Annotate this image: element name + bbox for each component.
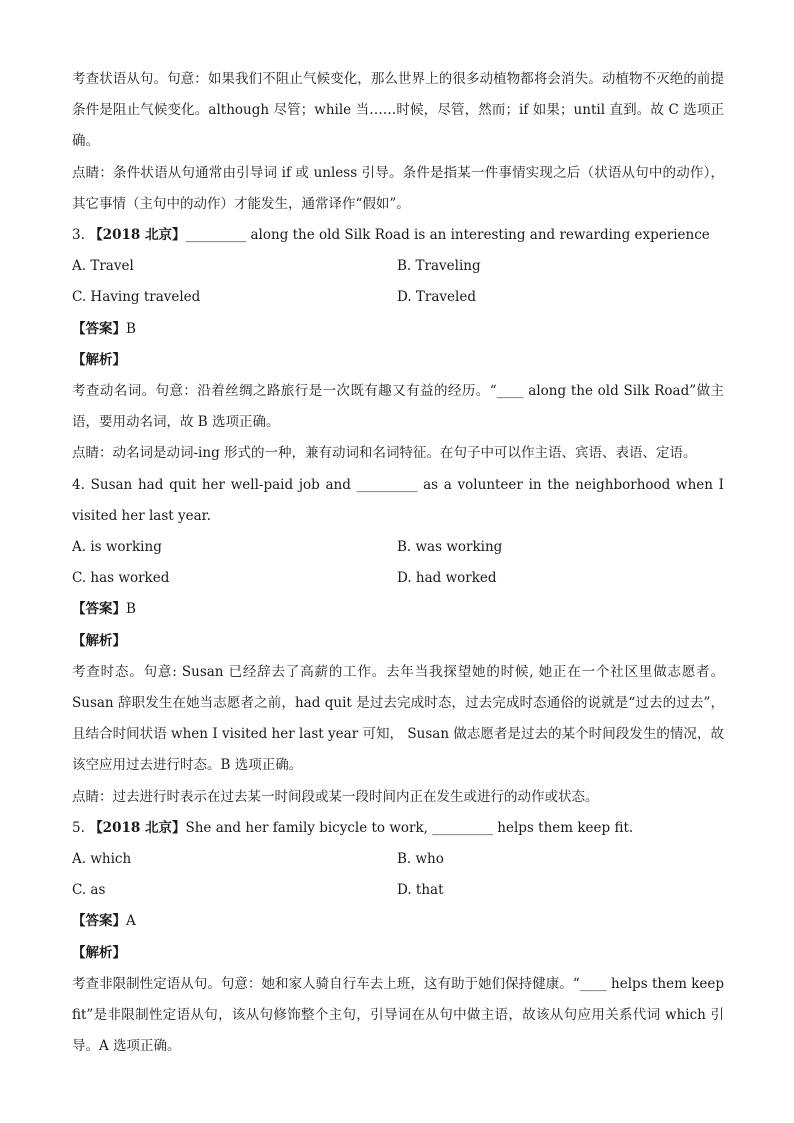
question-stem: [72, 470, 724, 532]
paragraph: 考查时态。句意: Susan 已经辞去了高薪的工作。去年当我探望她的时候, 她正在一个社区里做志愿者。Susan 辞职发生在她当志愿者之前，had quit 是过去完成时态，过去完成时态通俗的说就是“过去的过去”，且结合时间状语 when I visited her last year 可知， Susan 做志愿者是过去的某个时间段发生的情况，故该空应用过去进行时态。B 选项正确。: [72, 663, 724, 774]
question-number: 3.: [72, 227, 85, 244]
question-number: 5.: [72, 819, 85, 836]
answer-value: B: [126, 601, 136, 618]
answer-option: D. Traveled: [397, 289, 476, 306]
option-row: [72, 251, 724, 282]
paragraph: 点睛：条件状语从句通常由引导词 if 或 unless 引导。条件是指某一件事情实现之后（状语从句中的动作），其它事情（主句中的动作）才能发生，通常译作“假如”。: [72, 164, 724, 212]
document-content: [72, 64, 724, 1063]
question-text: Susan had quit her well-paid job and _________ as a volunteer in the neighborhood when I visited her last year.: [72, 476, 725, 524]
option-row: [72, 532, 724, 563]
answer-option: A. Travel: [72, 258, 134, 275]
answer-option: C. as: [72, 882, 106, 899]
answer-option: B. Traveling: [397, 258, 481, 275]
answer-option: D. had worked: [397, 570, 497, 587]
answer-line: [72, 594, 724, 625]
question-source: 【2018 北京】: [89, 819, 186, 836]
answer-option: A. is working: [72, 539, 162, 556]
question-number: 4.: [72, 476, 85, 493]
answer-option: B. was working: [397, 539, 503, 556]
question-source: 【2018 北京】: [89, 227, 186, 244]
option-row: [72, 875, 724, 906]
paragraph: 考查动名词。句意：沿着丝绸之路旅行是一次既有趣又有益的经历。“____ along the old Silk Road”做主语，要用动名词，故 B 选项正确。: [72, 383, 724, 431]
paragraph: 考查非限制性定语从句。句意：她和家人骑自行车去上班，这有助于她们保持健康。“____ helps them keep fit”是非限制性定语从句，该从句修饰整个主句，引导词在从句中做主语，故该从句应用关系代词 which 引导。A 选项正确。: [72, 975, 724, 1055]
section-tag: 【答案】: [72, 320, 126, 337]
answer-option: A. which: [72, 851, 132, 868]
paragraph: 点睛：过去进行时表示在过去某一时间段或某一段时间内正在发生或进行的动作或状态。: [72, 788, 599, 805]
paragraph: 考查状语从句。句意：如果我们不阻止气候变化，那么世界上的很多动植物都将会消失。动植物不灭绝的前提条件是阻止气候变化。although 尽管；while 当……时候，尽管，然而；if 如果；until 直到。故 C 选项正确。: [72, 71, 724, 150]
question-text: _________ along the old Silk Road is an interesting and rewarding experience: [185, 227, 710, 244]
answer-option: C. Having traveled: [72, 289, 201, 306]
option-row: [72, 844, 724, 875]
section-tag: 【解析】: [72, 351, 126, 368]
answer-option: C. has worked: [72, 570, 170, 587]
answer-line: [72, 314, 724, 345]
answer-value: B: [126, 320, 136, 337]
question-stem: [72, 813, 724, 844]
section-tag: 【答案】: [72, 913, 126, 930]
option-row: [72, 563, 724, 594]
answer-line: [72, 345, 724, 376]
answer-line: [72, 626, 724, 657]
section-tag: 【解析】: [72, 632, 126, 649]
answer-value: A: [126, 913, 136, 930]
answer-line: [72, 938, 724, 969]
question-stem: [72, 220, 724, 251]
answer-line: [72, 906, 724, 937]
section-tag: 【解析】: [72, 944, 126, 961]
answer-option: D. that: [397, 882, 444, 899]
answer-option: B. who: [397, 851, 444, 868]
paragraph: 点睛：动名词是动词-ing 形式的一种，兼有动词和名词特征。在句子中可以作主语、宾语、表语、定语。: [72, 445, 697, 462]
option-row: [72, 282, 724, 313]
question-text: She and her family bicycle to work, _________ helps them keep fit.: [185, 819, 634, 836]
section-tag: 【答案】: [72, 601, 126, 618]
